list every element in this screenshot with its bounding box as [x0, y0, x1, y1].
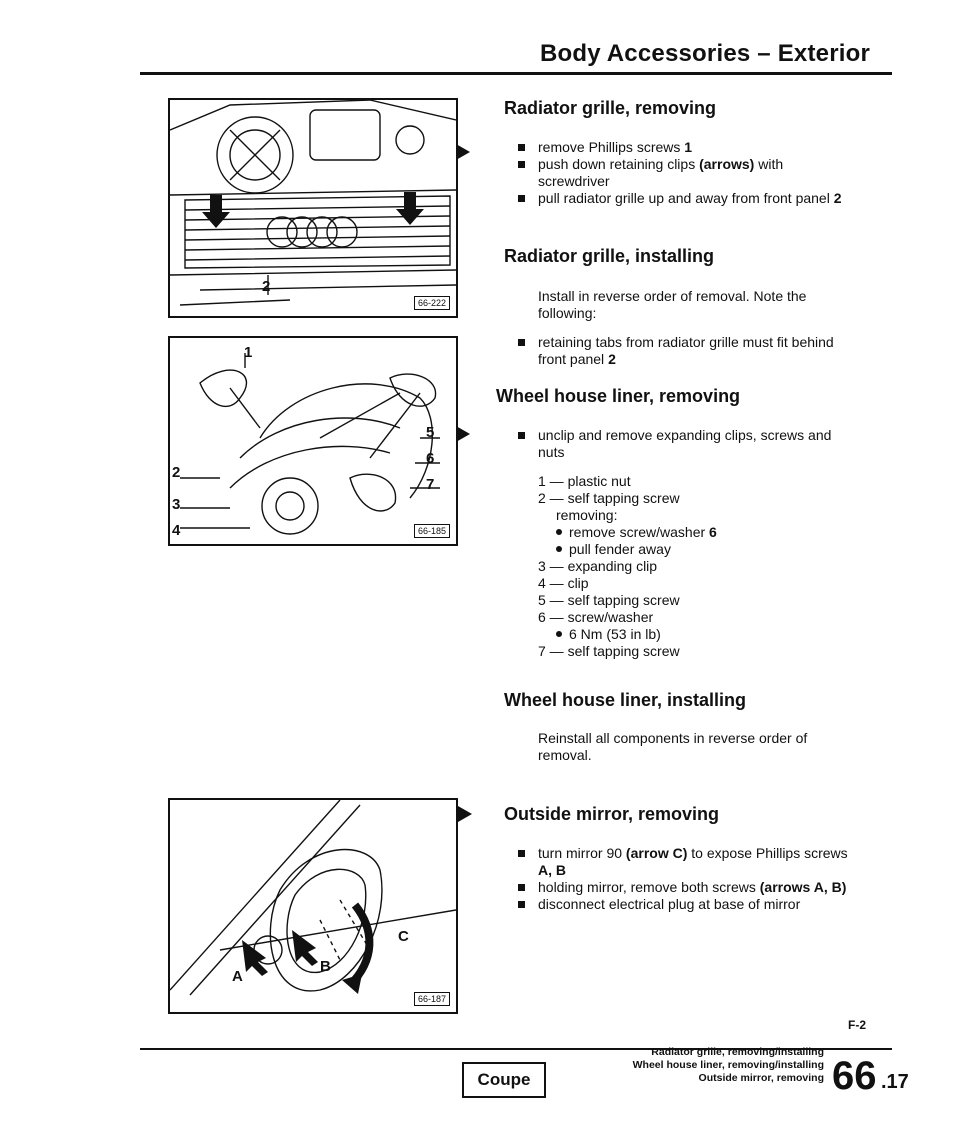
callout-B: B: [320, 958, 331, 975]
bullet-item: turn mirror 90 (arrow C) to expose Phillips screws A, B: [516, 845, 856, 879]
legend-subitem: 6 Nm (53 in lb): [538, 626, 858, 643]
section-heading: Outside mirror, removing: [504, 804, 720, 824]
page-subnumber: .17: [881, 1071, 909, 1093]
figure-pointer-arrow-icon: [456, 144, 470, 160]
legend-item: 5 — self tapping screw: [538, 592, 680, 608]
figure-id: 66-185: [414, 524, 450, 538]
callout-2: 2: [172, 464, 181, 481]
bullet-item: unclip and remove expanding clips, screws and nuts: [516, 427, 846, 461]
callout-C: C: [398, 928, 409, 945]
section-heading: Radiator grille, installing: [504, 246, 715, 266]
page-code: F-2: [848, 1018, 866, 1032]
legend-list: [538, 473, 858, 660]
callout-6: 6: [426, 450, 435, 467]
section-heading: Radiator grille, removing: [504, 98, 717, 118]
callout-3: 3: [172, 496, 181, 513]
bullet-list: [516, 845, 856, 913]
callout-4: 4: [172, 522, 181, 539]
model-badge: Coupe: [462, 1062, 546, 1098]
bullet-dot-icon: [556, 631, 562, 637]
figure-outside-mirror: [168, 798, 458, 1014]
bullet-item: remove Phillips screws 1: [516, 139, 842, 156]
figure-radiator-grille: [168, 98, 458, 318]
outside-mirror-illustration: [170, 800, 456, 1012]
legend-subitem: pull fender away: [538, 541, 858, 558]
figure-wheel-house-liner: [168, 336, 458, 546]
bullet-list: [516, 427, 846, 461]
legend-item: 6 — screw/washer: [538, 609, 654, 625]
legend-item: 1 — plastic nut: [538, 473, 631, 489]
bullet-item: disconnect electrical plug at base of mirror: [516, 896, 856, 913]
footer-topic: Radiator grille, removing/installing: [651, 1046, 824, 1058]
callout-A: A: [232, 968, 243, 985]
footer-topic: Outside mirror, removing: [698, 1072, 824, 1084]
wheel-house-liner-illustration: [170, 338, 456, 544]
bullet-list: [516, 334, 836, 368]
footer-topics: [560, 1046, 824, 1085]
radiator-grille-illustration: [170, 100, 456, 316]
figure-pointer-arrow-icon: [456, 426, 470, 442]
page-title: Body Accessories – Exterior: [540, 40, 870, 67]
callout-7: 7: [426, 476, 435, 493]
section-heading: Wheel house liner, removing: [496, 386, 741, 406]
legend-subitem: removing:: [556, 507, 618, 523]
legend-item: 7 — self tapping screw: [538, 643, 680, 659]
bullet-dot-icon: [556, 546, 562, 552]
bullet-dot-icon: [556, 529, 562, 535]
callout-2: 2: [262, 278, 271, 295]
paragraph: Install in reverse order of removal. Note the following:: [538, 288, 807, 321]
bullet-item: holding mirror, remove both screws (arrows A, B): [516, 879, 856, 896]
legend-subitem: remove screw/washer 6: [538, 524, 858, 541]
page-number: 66: [832, 1054, 877, 1098]
bullet-list: [516, 139, 842, 207]
bullet-item: retaining tabs from radiator grille must fit behind front panel 2: [516, 334, 836, 368]
figure-pointer-arrow-icon: [458, 806, 472, 822]
legend-item: 3 — expanding clip: [538, 558, 658, 574]
figure-id: 66-222: [414, 296, 450, 310]
bullet-item: push down retaining clips (arrows) with screwdriver: [516, 156, 842, 190]
bullet-item: pull radiator grille up and away from front panel 2: [516, 190, 842, 207]
header-rule: [140, 72, 892, 75]
figure-id: 66-187: [414, 992, 450, 1006]
legend-item: 4 — clip: [538, 575, 589, 591]
footer-topic: Wheel house liner, removing/installing: [632, 1059, 824, 1071]
legend-item: 2 — self tapping screw: [538, 490, 680, 506]
callout-1: 1: [244, 344, 253, 361]
callout-5: 5: [426, 424, 435, 441]
section-heading: Wheel house liner, installing: [504, 690, 747, 710]
paragraph: Reinstall all components in reverse order of removal.: [538, 730, 808, 763]
